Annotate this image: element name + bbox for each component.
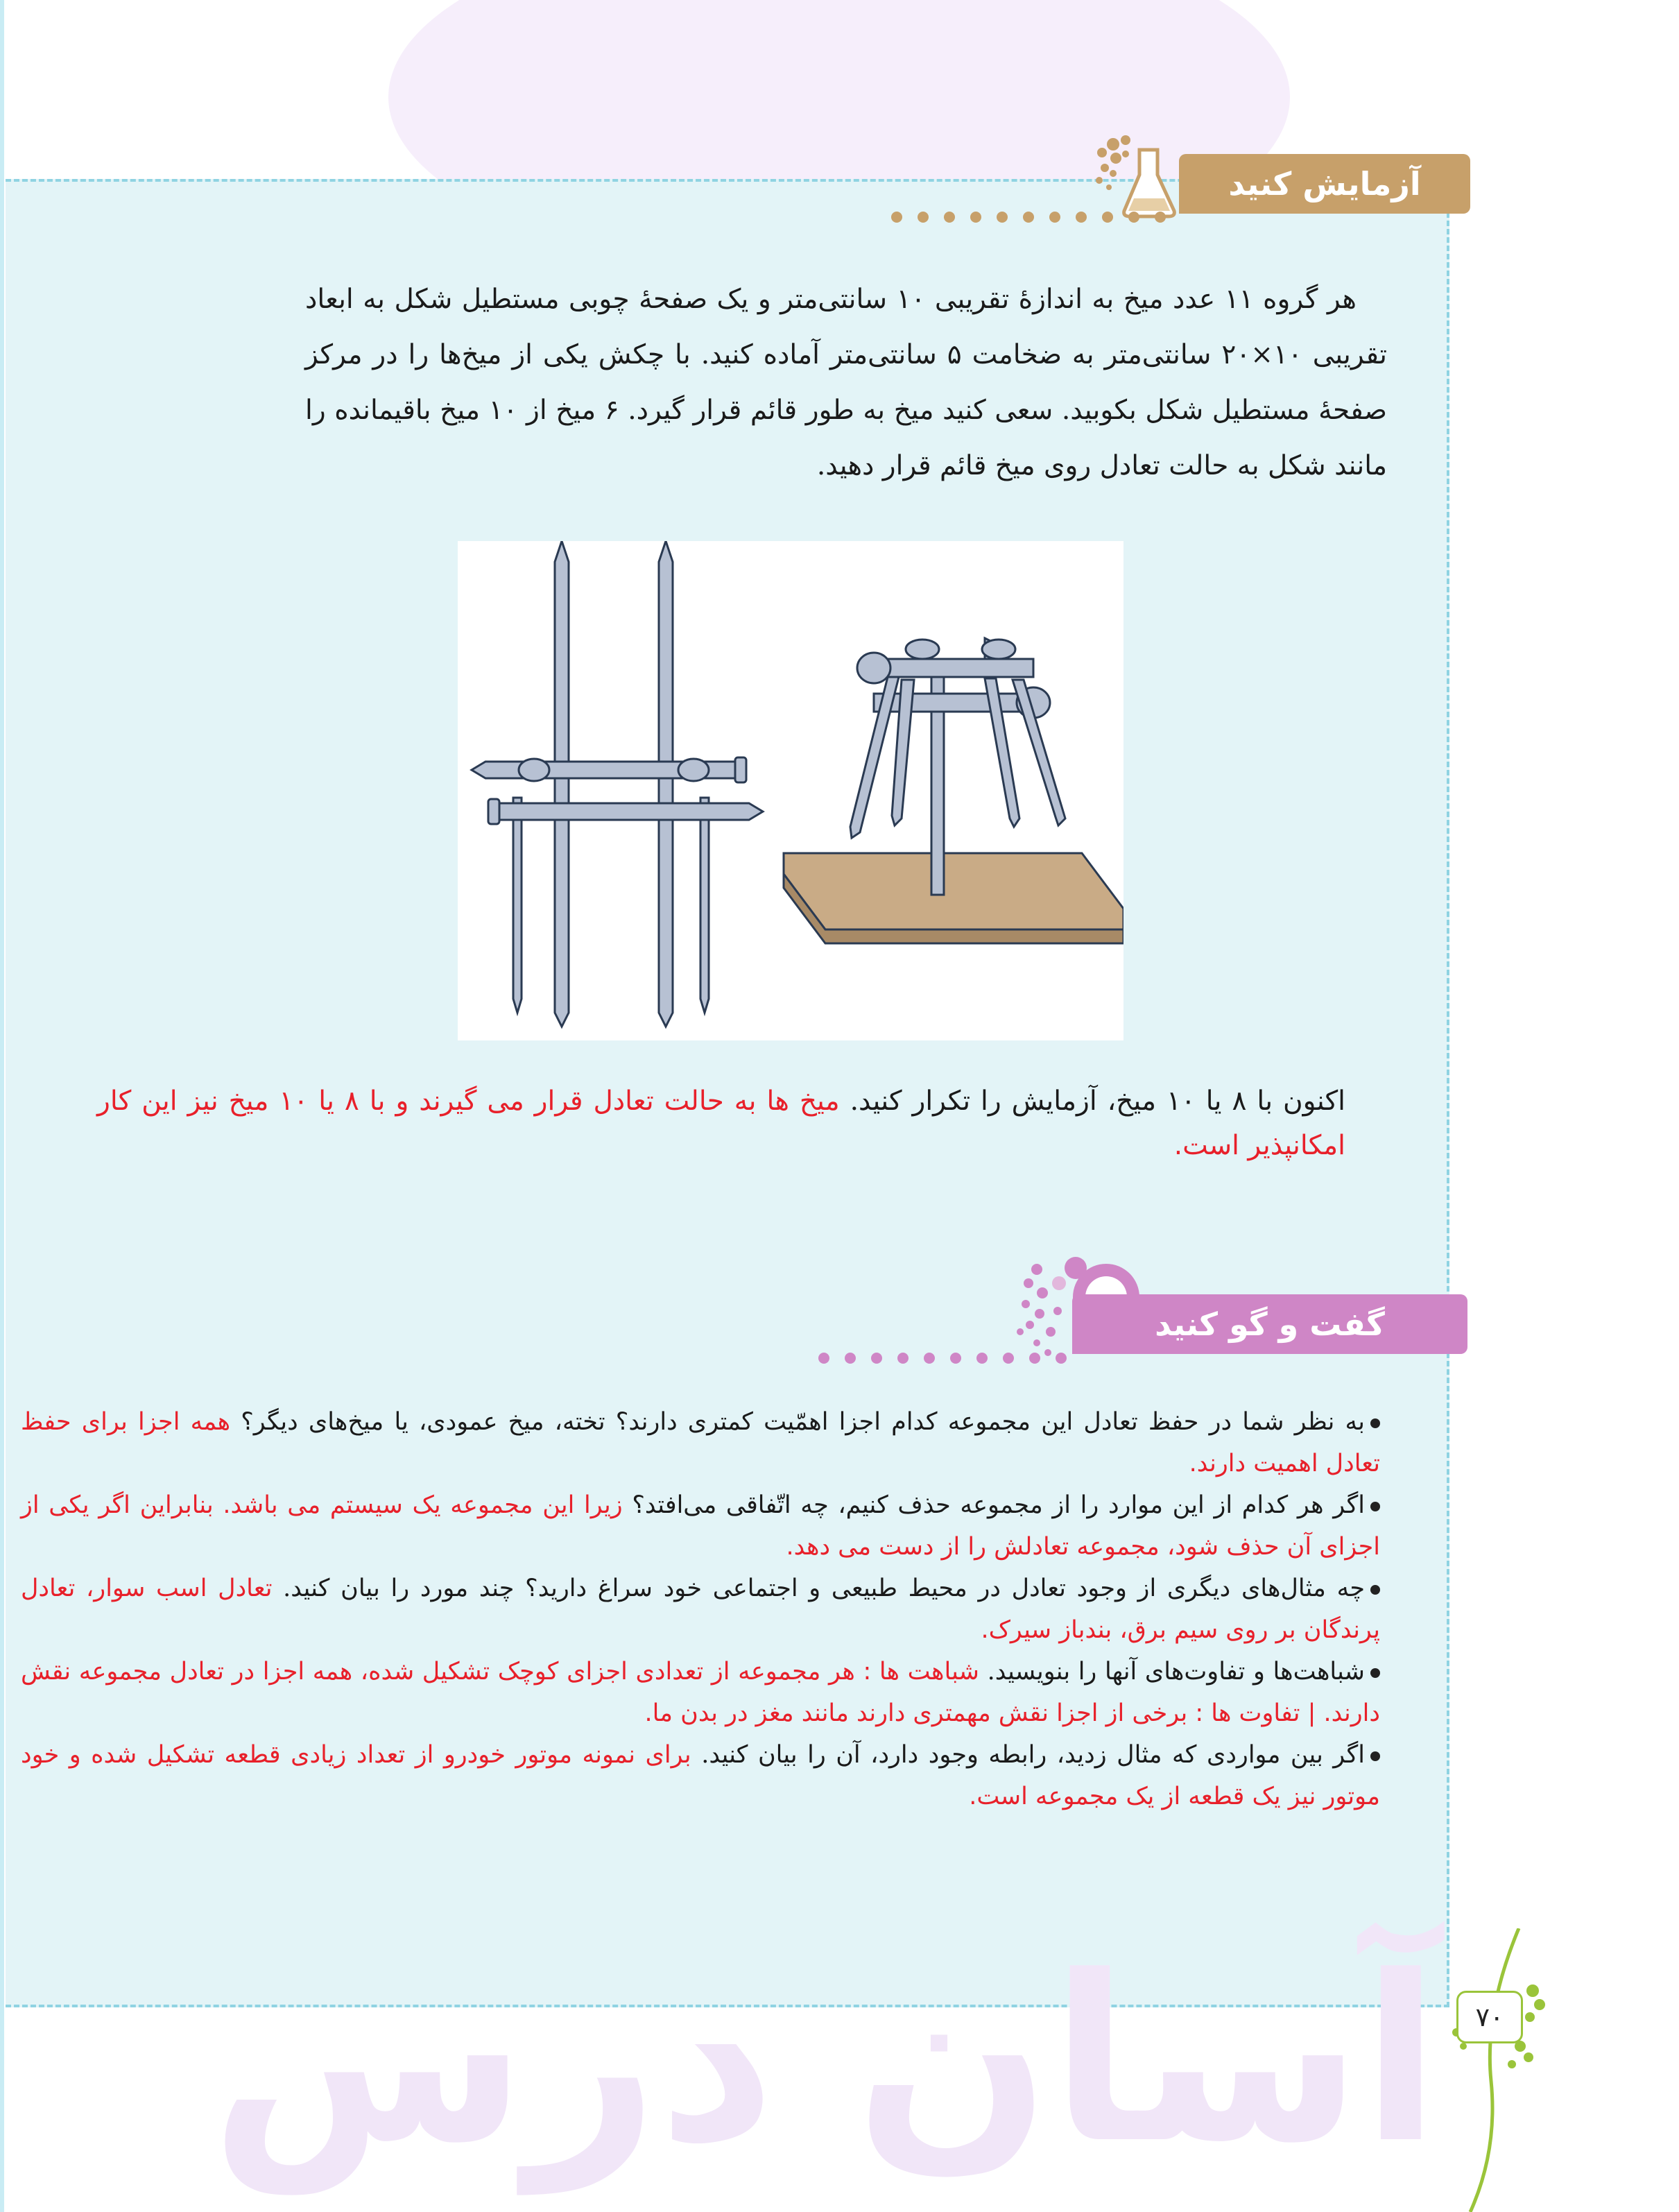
bullet-icon: [1370, 1418, 1380, 1428]
experiment-dots: [891, 212, 1166, 223]
bullet-icon: [1370, 1502, 1380, 1511]
question-item: [21, 1568, 1380, 1651]
repeat-experiment-text: [97, 1079, 1345, 1168]
discussion-dots: [818, 1353, 1067, 1364]
question-item: [21, 1484, 1380, 1568]
nails-illustration: [458, 541, 1123, 1040]
bullet-icon: [1370, 1668, 1380, 1678]
experiment-instructions: هر گروه ۱۱ عدد میخ به اندازهٔ تقریبی ۱۰ سانتی‌متر و یک صفحهٔ چوبی مستطیل شکل به ابعاد تقریبی ۱۰×۲۰ سانتی‌متر به ضخامت ۵ سانتی‌متر آماده کنید. با چکش یکی از میخ‌ها را در مرکز صفحهٔ مستطیل شکل بکوبید. سعی کنید میخ به طور قائم قرار گیرد. ۶ میخ از ۱۰ میخ باقیمانده را مانند شکل به حالت تعادل روی میخ قائم قرار دهید.: [305, 284, 1388, 481]
page-number: ۷۰: [1456, 1991, 1523, 2043]
question-text: اگر بین مواردی که مثال زدید، رابطه وجود دارد، آن را بیان کنید.: [701, 1741, 1365, 1769]
question-item: [21, 1401, 1380, 1484]
left-margin-rule: [0, 0, 4, 2212]
repeat-answer: میخ ها به حالت تعادل قرار می گیرند و با ۸ یا ۱۰ میخ نیز این کار امکانپذیر است.: [97, 1086, 1345, 1161]
answer-text: برای نمونه موتور خودرو از تعداد زیادی قطعه تشکیل شده و خود موتور نیز یک قطعه از یک مجموعه است.: [21, 1741, 1380, 1810]
answer-text: شباهت ها : هر مجموعه از تعدادی اجزای کوچک تشکیل شده، همه اجزا در تعادل مجموعه نقش دارند. | تفاوت ها : برخی از اجزا نقش مهمتری دارند مانند مغز در بدن ما.: [21, 1658, 1380, 1727]
experiment-banner: [1179, 154, 1470, 214]
bullet-icon: [1370, 1751, 1380, 1761]
question-item: [21, 1651, 1380, 1734]
question-text: شباهت‌ها و تفاوت‌های آنها را بنویسید.: [987, 1658, 1365, 1686]
discussion-questions: [21, 1401, 1380, 1817]
bullet-icon: [1370, 1585, 1380, 1595]
question-text: اگر هر کدام از این موارد را از مجموعه حذف کنیم، چه اتّفاقی می‌افتد؟: [632, 1491, 1365, 1519]
vine-decoration-icon: [1443, 1928, 1553, 2212]
watermark-text: آسان درس: [210, 1927, 1440, 2193]
question-item: [21, 1734, 1380, 1817]
question-text: به نظر شما در حفظ تعادل این مجموعه کدام اجزا اهمّیت کمتری دارند؟ تخته، میخ عمودی، یا میخ‌های دیگر؟: [241, 1408, 1365, 1436]
experiment-title: آزمایش کنید: [1228, 165, 1421, 203]
answer-text: تعادل اسب سوار، تعادل پرندگان بر روی سیم برق، بندباز سیرک.: [21, 1575, 1380, 1644]
answer-text: همه اجزا برای حفظ تعادل اهمیت دارند.: [21, 1408, 1380, 1477]
question-text: چه مثال‌های دیگری از وجود تعادل در محیط طبیعی و اجتماعی خود سراغ دارید؟ چند مورد را بیان کنید.: [283, 1575, 1365, 1602]
answer-text: زیرا این مجموعه یک سیستم می باشد. بنابراین اگر یکی از اجزای آن حذف شود، مجموعه تعادلش را از دست می دهد.: [21, 1491, 1380, 1561]
discussion-title: گفت و گو کنید: [1155, 1305, 1385, 1343]
repeat-prompt: اکنون با ۸ یا ۱۰ میخ، آزمایش را تکرار کنید.: [850, 1086, 1345, 1117]
discussion-banner: [1072, 1294, 1467, 1354]
